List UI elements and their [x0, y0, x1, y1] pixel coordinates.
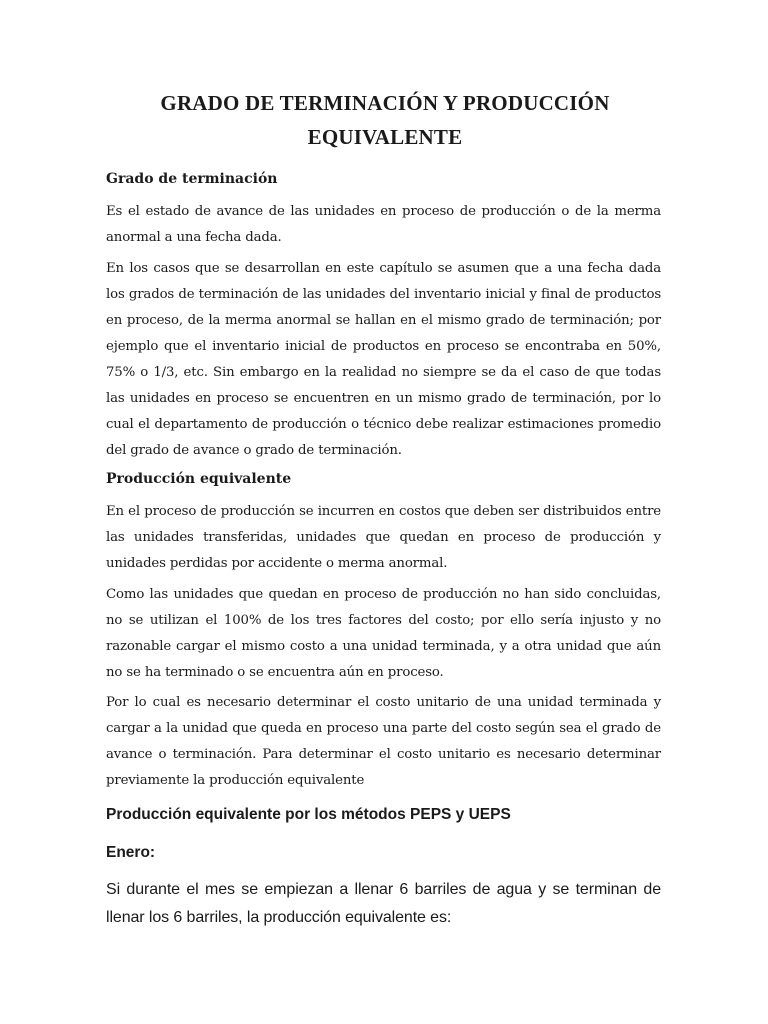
section-heading-peps-ueps: Producción equivalente por los métodos PEPS y UEPS	[106, 806, 511, 823]
document-title: GRADO DE TERMINACIÓN Y PRODUCCIÓN EQUIVALENTE	[160, 91, 610, 149]
paragraph-grado-definicion: Es el estado de avance de las unidades en proceso de producción o de la merma anormal a una fecha dada.	[106, 204, 661, 245]
paragraph-enero-barriles: Si durante el mes se empiezan a llenar 6 barriles de agua y se terminan de llenar los 6 barriles, la producción equivalente es:	[106, 881, 661, 926]
subheading-enero: Enero:	[106, 844, 156, 861]
paragraph-produccion-costo-unitario: Por lo cual es necesario determinar el costo unitario de una unidad terminada y cargar a la unidad que queda en proceso una parte del costo según sea el grado de avance o terminación. Para determinar el costo unitario es necesario determinar previamente la producción equivalente	[106, 695, 661, 788]
paragraph-produccion-unidades: Como las unidades que quedan en proceso de producción no han sido concluidas, no se utilizan el 100% de los tres factores del costo; por ello sería injusto y no razonable cargar el mismo costo a una unidad terminada, y a otra unidad que aún no se ha terminado o se encuentra aún en proceso.	[106, 587, 661, 680]
section-heading-produccion-equivalente: Producción equivalente	[106, 471, 292, 487]
section-heading-grado-de-terminacion: Grado de terminación	[106, 171, 278, 187]
paragraph-grado-casos: En los casos que se desarrollan en este capítulo se asumen que a una fecha dada los grados de terminación de las unidades del inventario inicial y final de productos en proceso, de la merma anormal se hallan en el mismo grado de terminación; por ejemplo que el inventario inicial de productos en proceso se encontraba en 50%, 75% o 1/3, etc. Sin embargo en la realidad no siempre se da el caso de que todas las unidades en proceso se encuentren en un mismo grado de terminación, por lo cual el departamento de producción o técnico debe realizar estimaciones promedio del grado de avance o grado de terminación.	[106, 261, 661, 458]
paragraph-produccion-costos: En el proceso de producción se incurren en costos que deben ser distribuidos entre las unidades transferidas, unidades que quedan en proceso de producción y unidades perdidas por accidente o merma anormal.	[106, 504, 661, 571]
